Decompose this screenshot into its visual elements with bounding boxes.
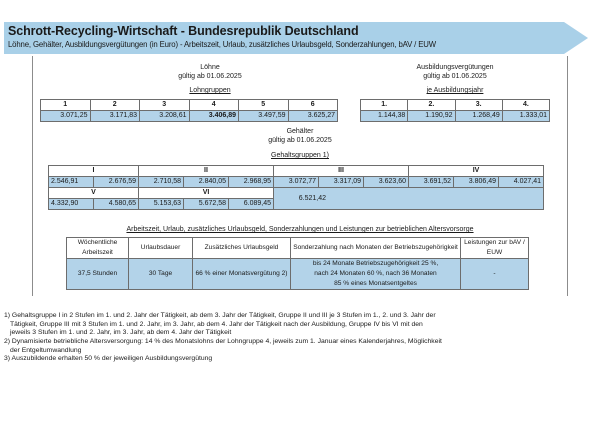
salary-value: 2.546,91 xyxy=(49,177,94,188)
salaries-valid: gültig ab 01.06.2025 xyxy=(268,137,332,144)
wage-value-2: 3.171,83 xyxy=(90,111,140,122)
salaries-table xyxy=(48,165,544,210)
header-bav: Leistungen zur bAV / EUW xyxy=(461,238,529,259)
training-year-4: 4. xyxy=(502,100,549,111)
wage-group-2: 2 xyxy=(90,100,140,111)
salary-value: 3.806,49 xyxy=(454,177,499,188)
salary-value: 4.580,65 xyxy=(94,199,139,210)
salary-group-III: III xyxy=(274,166,409,177)
vacation-bonus-value: 66 % einer Monatsvergütung 2) xyxy=(193,259,291,290)
salary-group-I: I xyxy=(49,166,139,177)
salary-value: 5.672,58 xyxy=(184,199,229,210)
wage-value-3: 3.208,61 xyxy=(140,111,190,122)
salaries-groups-label: Gehaltsgruppen 1) xyxy=(271,152,329,159)
salary-value: 5.153,63 xyxy=(139,199,184,210)
training-value-1: 1.144,38 xyxy=(361,111,408,122)
salary-value: 4.027,41 xyxy=(499,177,544,188)
special-payment-line: bis 24 Monate Betriebszugehörigkeit 25 %, xyxy=(312,260,439,267)
training-valid: gültig ab 01.06.2025 xyxy=(423,73,487,80)
salary-value: 3.317,09 xyxy=(319,177,364,188)
training-table xyxy=(360,99,550,122)
salary-group-II: II xyxy=(139,166,274,177)
special-payment-line: 85 % eines Monatsentgeltes xyxy=(334,280,417,287)
salary-value-vi-3: 6.521,42 xyxy=(298,195,326,202)
salary-value: 2.676,59 xyxy=(94,177,139,188)
header-special-payment: Sonderzahlung nach Monaten der Betriebszugehörigkeit xyxy=(291,238,461,259)
bav-value: - xyxy=(461,259,529,290)
footnote-line: Tätigkeit, Gruppe III mit 3 Stufen im 1. und 2. Jahr, im 3. Jahr, ab dem 4. Jahr der Tätigkeit nach der Ausbildung, Gruppe IV bis VI mit den xyxy=(10,320,423,328)
header-weekly-hours: Wöchentliche Arbeitszeit xyxy=(67,238,129,259)
training-value-4: 1.333,01 xyxy=(502,111,549,122)
training-year-1: 1. xyxy=(361,100,408,111)
wage-group-5: 5 xyxy=(239,100,289,111)
salary-group-VI: VI xyxy=(139,188,274,199)
wage-value-6: 3.625,27 xyxy=(288,111,338,122)
special-payment-line: nach 24 Monaten 60 %, nach 36 Monaten xyxy=(314,270,437,277)
vacation-value: 30 Tage xyxy=(129,259,193,290)
salary-group-V: V xyxy=(49,188,139,199)
salary-value: 4.332,90 xyxy=(49,199,94,210)
salary-value: 3.691,52 xyxy=(409,177,454,188)
footnote-line: 1) Gehaltsgruppe I in 2 Stufen im 1. und 2. Jahr der Tätigkeit, ab dem 3. Jahr der Tätigkeit, Gruppe II und III je 3 Stufen im 1., 2. und 3. Jahr der xyxy=(4,312,436,319)
header-vacation-bonus: Zusätzliches Urlaubsgeld xyxy=(193,238,291,259)
training-year-2: 2. xyxy=(408,100,455,111)
wages-groups-label: Lohngruppen xyxy=(189,87,231,94)
footnote-line: 2) Dynamisierte betriebliche Altersversorgung: 14 % des Monatslohns der Lohngruppe 4, jeweils zum 1. Januar eines Kalenderjahres, Möglichkeit xyxy=(4,338,442,346)
training-value-2: 1.190,92 xyxy=(408,111,455,122)
footnote-line: der Entgeltumwandlung xyxy=(10,346,82,354)
salaries-title: Gehälter xyxy=(286,128,314,135)
wage-value-4: 3.406,89 xyxy=(189,111,239,122)
salary-value: 2.840,05 xyxy=(184,177,229,188)
special-payment-value xyxy=(291,259,461,290)
wage-group-3: 3 xyxy=(140,100,190,111)
benefits-title: Arbeitszeit, Urlaub, zusätzliches Urlaubsgeld, Sonderzahlungen und Leistungen zur betrieblichen Altersvorsorge xyxy=(126,226,474,233)
header-vacation: Urlaubsdauer xyxy=(129,238,193,259)
wage-value-1: 3.071,25 xyxy=(41,111,91,122)
footnotes xyxy=(4,312,596,364)
training-value-3: 1.268,49 xyxy=(455,111,502,122)
footnote-line: jeweils 3 Stufen im 1. und 2. Jahr, im 3. Jahr, ab dem 4. Jahr der Tätigkeit xyxy=(10,329,232,337)
benefits-table xyxy=(66,237,529,290)
footnote-line: 3) Auszubildende erhalten 50 % der jeweiligen Ausbildungsvergütung xyxy=(4,355,213,363)
salary-value: 2.968,95 xyxy=(229,177,274,188)
page-subtitle: Löhne, Gehälter, Ausbildungsvergütungen (in Euro) - Arbeitszeit, Urlaub, zusätzliches Urlaubsgeld, Sonderzahlungen, bAV / EUW xyxy=(8,40,436,49)
wage-group-1: 1 xyxy=(41,100,91,111)
wage-value-5: 3.497,59 xyxy=(239,111,289,122)
salary-value: 3.623,60 xyxy=(364,177,409,188)
training-title: Ausbildungsvergütungen xyxy=(416,64,494,71)
salary-value: 2.710,58 xyxy=(139,177,184,188)
salary-group-IV: IV xyxy=(409,166,544,177)
salary-value: 3.072,77 xyxy=(274,177,319,188)
training-year-3: 3. xyxy=(455,100,502,111)
wages-table xyxy=(40,99,338,122)
wages-title: Löhne xyxy=(200,64,220,71)
weekly-hours-value: 37,5 Stunden xyxy=(67,259,129,290)
wage-group-4: 4 xyxy=(189,100,239,111)
training-years-label: je Ausbildungsjahr xyxy=(426,87,484,94)
page-title: Schrott-Recycling-Wirtschaft - Bundesrepublik Deutschland xyxy=(8,24,359,38)
wages-valid: gültig ab 01.06.2025 xyxy=(178,73,242,80)
wage-group-6: 6 xyxy=(288,100,338,111)
salary-value: 6.089,45 xyxy=(229,199,274,210)
